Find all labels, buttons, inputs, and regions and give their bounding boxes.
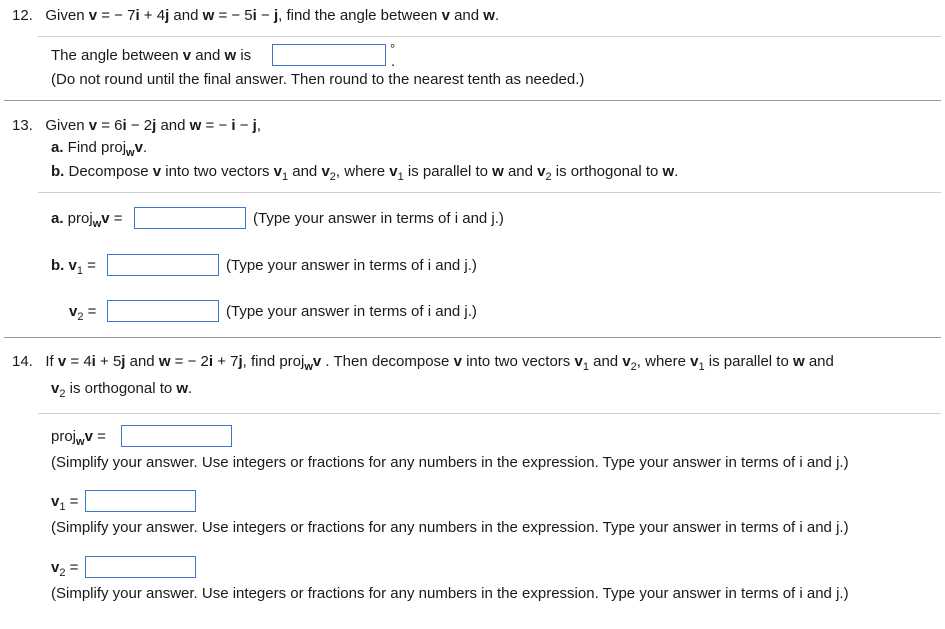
q14-v2-input[interactable] bbox=[85, 556, 196, 578]
q14-v1-label: $v_1$ = bbox=[51, 493, 79, 513]
q13-v2-input[interactable] bbox=[107, 300, 219, 322]
q13-statement: 13. Given v = 6i − 2j and w = − i − j, bbox=[12, 117, 261, 134]
q13-part-b: b. Decompose v into two vectors $v_1$ and $v_2$, where $v_1$ is parallel to w and $v_2$ is orthogonal to w. bbox=[51, 163, 679, 183]
q13-v1-input[interactable] bbox=[107, 254, 219, 276]
q13-hint-v1: (Type your answer in terms of i and j.) bbox=[226, 257, 477, 274]
q14-statement-line2: $v_2$ is orthogonal to w. bbox=[51, 380, 193, 400]
q12-divider bbox=[38, 36, 941, 37]
section-divider-13-14 bbox=[4, 337, 941, 338]
q14-v2-label: $v_2$ = bbox=[51, 559, 79, 579]
q13-proj-input[interactable] bbox=[134, 207, 246, 229]
q14-hint-proj: (Simplify your answer. Use integers or fractions for any numbers in the expression. Type your answer in terms of i and j.) bbox=[51, 454, 849, 471]
q13-answer-v2-label: $v_2$ = bbox=[69, 303, 97, 323]
q14-divider bbox=[38, 413, 941, 414]
q14-v1-input[interactable] bbox=[85, 490, 196, 512]
q14-statement-line1: 14. If v = 4i + 5j and w = − 2i + 7j, find proj$_w$v . Then decompose v into two vectors $v_1$ and $v_2$, where $v_1$ is parallel to w and bbox=[12, 353, 834, 373]
section-divider-12-13 bbox=[4, 100, 941, 101]
q12-note: (Do not round until the final answer. Then round to the nearest tenth as needed.) bbox=[51, 71, 585, 88]
q13-hint-v2: (Type your answer in terms of i and j.) bbox=[226, 303, 477, 320]
q13-answer-a-label: a. proj$_w$v = bbox=[51, 210, 123, 230]
q14-hint-v2: (Simplify your answer. Use integers or fractions for any numbers in the expression. Type your answer in terms of i and j.) bbox=[51, 585, 849, 602]
q13-answer-v1-label: b. $v_1$ = bbox=[51, 257, 96, 277]
q14-hint-v1: (Simplify your answer. Use integers or fractions for any numbers in the expression. Type your answer in terms of i and j.) bbox=[51, 519, 849, 536]
q12-statement: 12. Given v = − 7i + 4j and w = − 5i − j, find the angle between v and w. bbox=[12, 7, 500, 24]
degree-symbol: ° bbox=[390, 41, 396, 56]
q13-hint-a: (Type your answer in terms of i and j.) bbox=[253, 210, 504, 227]
q12-prompt: The angle between v and w is bbox=[51, 47, 252, 64]
q14-proj-label: proj$_w$v = bbox=[51, 428, 106, 448]
q14-proj-input[interactable] bbox=[121, 425, 232, 447]
q12-period: . bbox=[391, 53, 396, 70]
q13-part-a: a. Find proj$_w$v. bbox=[51, 139, 148, 159]
q13-divider bbox=[38, 192, 941, 193]
q12-angle-input[interactable] bbox=[272, 44, 386, 66]
